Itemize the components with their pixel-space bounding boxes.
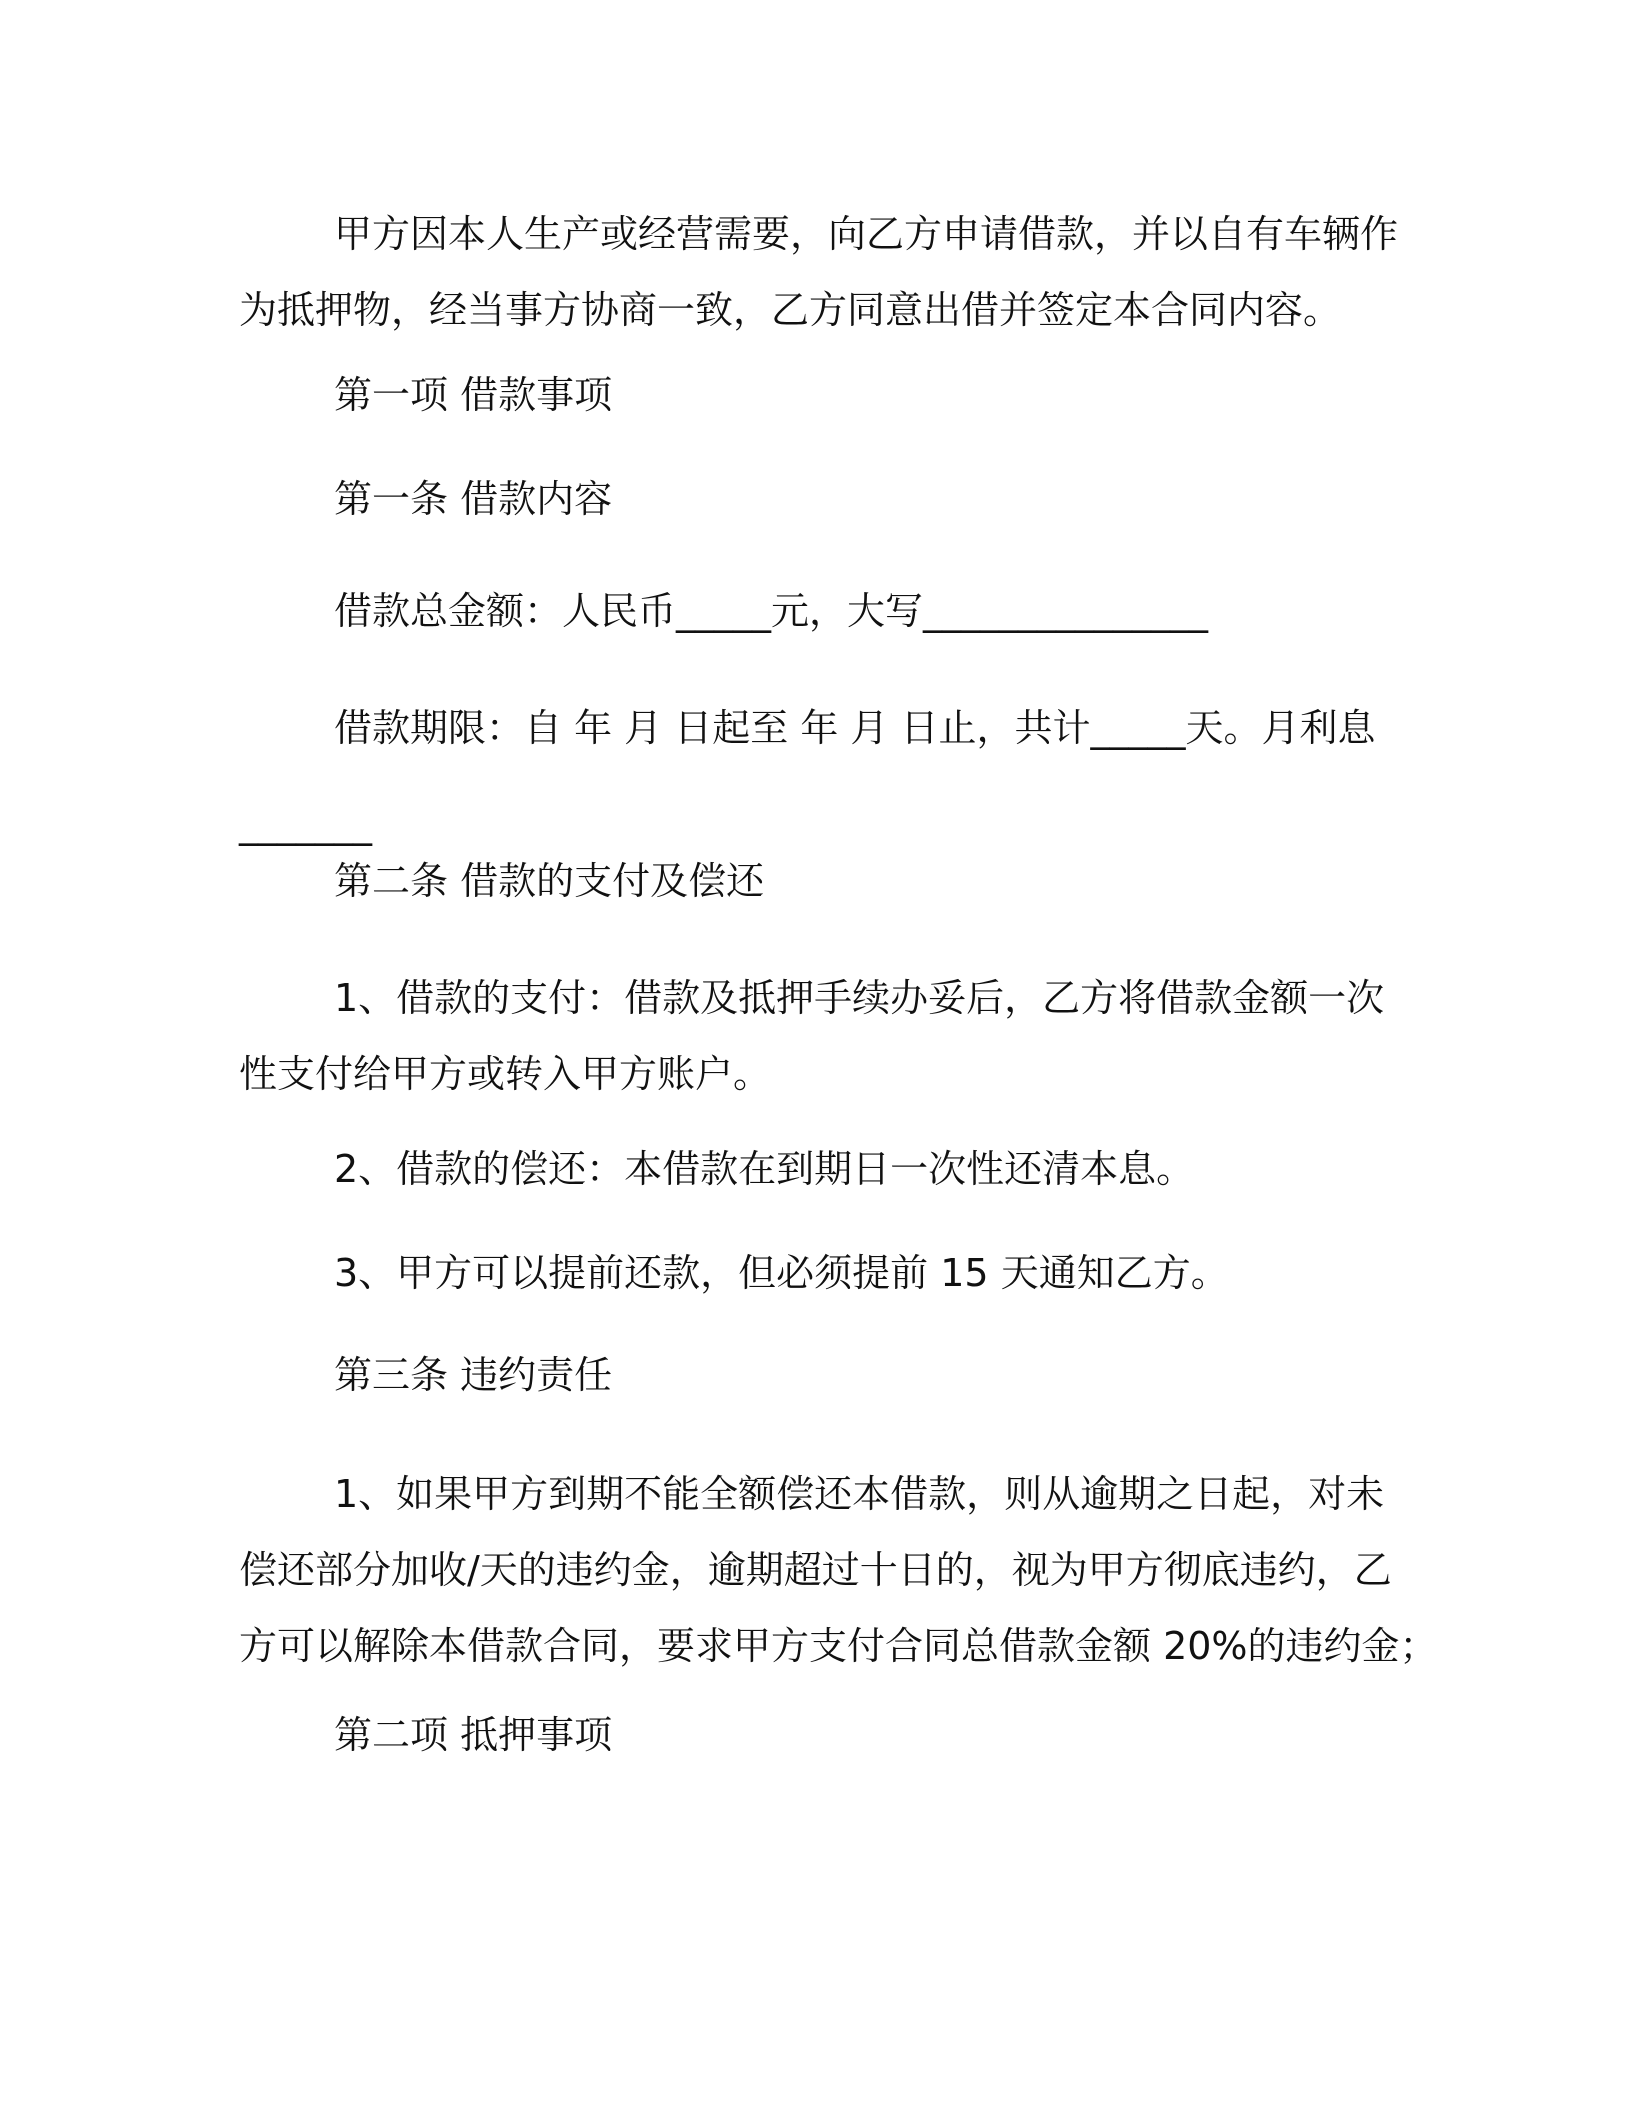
article-2-title: 第二条 借款的支付及偿还 [334, 859, 765, 903]
intro-paragraph [239, 196, 1399, 348]
payment-line-1: 1、借款的支付：借款及抵押手续办妥后，乙方将借款金额一次 [334, 976, 1385, 1020]
article-1-title: 第一条 借款内容 [334, 477, 613, 521]
breach-line-3: 方可以解除本借款合同，要求甲方支付合同总借款金额 20%的违约金； [239, 1624, 1438, 1668]
section-2-title: 第二项 抵押事项 [334, 1713, 613, 1757]
loan-term-line-1: 借款期限：自 年 月 日起至 年 月 日止，共计_____天。月利息 [334, 706, 1376, 750]
breach-paragraph [239, 1456, 1438, 1684]
loan-term-line-2: _______ [239, 802, 372, 846]
loan-term-paragraph [239, 680, 1399, 872]
article-3-title: 第三条 违约责任 [334, 1353, 613, 1397]
breach-line-2: 偿还部分加收/天的违约金，逾期超过十日的，视为甲方彻底违约，乙 [239, 1548, 1392, 1592]
intro-line-2: 为抵押物，经当事方协商一致，乙方同意出借并签定本合同内容。 [239, 288, 1342, 332]
payment-line-2: 性支付给甲方或转入甲方账户。 [239, 1052, 772, 1096]
intro-line-1: 甲方因本人生产或经营需要，向乙方申请借款，并以自有车辆作 [334, 212, 1399, 256]
payment-paragraph [239, 960, 1399, 1112]
repayment-line: 2、借款的偿还：本借款在到期日一次性还清本息。 [334, 1147, 1195, 1191]
breach-line-1: 1、如果甲方到期不能全额偿还本借款，则从逾期之日起，对未 [334, 1472, 1385, 1516]
loan-amount-line: 借款总金额：人民币_____元，大写_______________ [334, 589, 1209, 633]
early-repayment-line: 3、甲方可以提前还款，但必须提前 15 天通知乙方。 [334, 1251, 1229, 1295]
section-1-title: 第一项 借款事项 [334, 373, 613, 417]
